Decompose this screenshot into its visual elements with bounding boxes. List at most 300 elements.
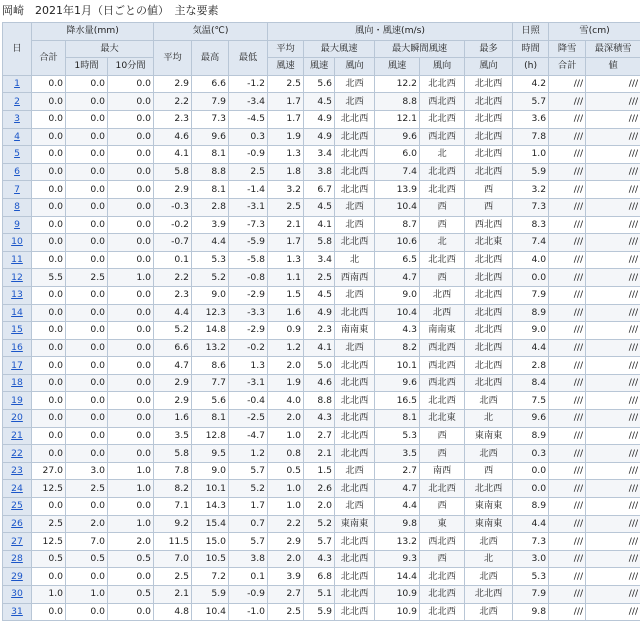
wind-max-speed-cell: 4.1: [304, 339, 335, 357]
temp-min-cell: 0.3: [229, 128, 268, 146]
day-cell: [3, 163, 32, 181]
wind-gust-dir-cell: 北北西: [420, 251, 465, 269]
temp-avg-cell: 3.5: [154, 427, 192, 445]
table-row: [3, 586, 640, 604]
snowfall-cell: ///: [549, 392, 586, 410]
wind-max-speed-cell: 2.6: [304, 480, 335, 498]
snow-depth-cell: ///: [586, 75, 640, 93]
snowfall-cell: ///: [549, 93, 586, 111]
sunshine-cell: 7.5: [513, 392, 549, 410]
precip-total-cell: 0.0: [32, 339, 66, 357]
sunshine-cell: 7.9: [513, 586, 549, 604]
sunshine-cell: 5.9: [513, 163, 549, 181]
wind-gust-dir-cell: 西: [420, 269, 465, 287]
wind-max-speed-cell: 2.7: [304, 427, 335, 445]
header-snowdepth-value: 値: [586, 58, 640, 76]
precip-1h-cell: 7.0: [66, 533, 108, 551]
precip-total-cell: 2.5: [32, 515, 66, 533]
snow-depth-cell: ///: [586, 480, 640, 498]
wind-max-speed-cell: 2.0: [304, 498, 335, 516]
snow-depth-cell: ///: [586, 251, 640, 269]
snow-depth-cell: ///: [586, 198, 640, 216]
precip-1h-cell: 0.0: [66, 75, 108, 93]
wind-avg-cell: 1.8: [268, 163, 304, 181]
snowfall-cell: ///: [549, 251, 586, 269]
snowfall-cell: ///: [549, 181, 586, 199]
day-cell: [3, 322, 32, 340]
precip-1h-cell: 0.0: [66, 339, 108, 357]
temp-avg-cell: 4.7: [154, 357, 192, 375]
day-link[interactable]: 21: [11, 430, 23, 441]
wind-max-dir-cell: 北西: [335, 75, 375, 93]
temp-max-cell: 7.3: [192, 110, 229, 128]
temp-avg-cell: -0.7: [154, 234, 192, 252]
day-link[interactable]: 7: [14, 184, 20, 195]
wind-gust-speed-cell: 10.4: [375, 304, 420, 322]
wind-gust-speed-cell: 9.0: [375, 286, 420, 304]
snow-depth-cell: ///: [586, 515, 640, 533]
wind-max-dir-cell: 北西: [335, 93, 375, 111]
precip-10m-cell: 0.0: [108, 163, 154, 181]
wind-max-dir-cell: 北北西: [335, 357, 375, 375]
wind-avg-cell: 1.0: [268, 480, 304, 498]
temp-min-cell: -0.9: [229, 146, 268, 164]
precip-1h-cell: 0.0: [66, 286, 108, 304]
precip-1h-cell: 0.0: [66, 410, 108, 428]
precip-10m-cell: 0.0: [108, 234, 154, 252]
wind-most-dir-cell: 北北西: [465, 480, 513, 498]
table-row: [3, 251, 640, 269]
precip-10m-cell: 1.0: [108, 269, 154, 287]
wind-most-dir-cell: 北: [465, 550, 513, 568]
wind-max-dir-cell: 東南東: [335, 515, 375, 533]
precip-total-cell: 12.5: [32, 533, 66, 551]
snow-depth-cell: ///: [586, 216, 640, 234]
sunshine-cell: 3.2: [513, 181, 549, 199]
wind-most-dir-cell: 北北西: [465, 339, 513, 357]
day-cell: [3, 515, 32, 533]
sunshine-cell: 8.9: [513, 304, 549, 322]
day-link[interactable]: 24: [11, 483, 23, 494]
day-link[interactable]: 17: [11, 360, 23, 371]
wind-gust-speed-cell: 13.2: [375, 533, 420, 551]
temp-avg-cell: 2.9: [154, 374, 192, 392]
daily-weather-table: [2, 22, 640, 621]
temp-min-cell: -7.3: [229, 216, 268, 234]
precip-total-cell: 27.0: [32, 462, 66, 480]
temp-max-cell: 3.9: [192, 216, 229, 234]
wind-avg-cell: 1.9: [268, 128, 304, 146]
table-row: [3, 110, 640, 128]
day-link[interactable]: 13: [11, 289, 23, 300]
header-wind-max-speed: 風速: [304, 58, 335, 76]
precip-10m-cell: 1.0: [108, 515, 154, 533]
wind-most-dir-cell: 西北西: [465, 216, 513, 234]
precip-10m-cell: 0.0: [108, 603, 154, 621]
wind-gust-dir-cell: 北: [420, 234, 465, 252]
temp-max-cell: 7.2: [192, 568, 229, 586]
precip-1h-cell: 0.0: [66, 427, 108, 445]
snow-depth-cell: ///: [586, 304, 640, 322]
wind-gust-speed-cell: 12.2: [375, 75, 420, 93]
day-link[interactable]: 9: [14, 219, 20, 230]
wind-gust-dir-cell: 南南東: [420, 322, 465, 340]
wind-most-dir-cell: 北北西: [465, 75, 513, 93]
wind-avg-cell: 2.5: [268, 198, 304, 216]
day-link[interactable]: 8: [14, 201, 20, 212]
wind-max-speed-cell: 2.5: [304, 269, 335, 287]
wind-most-dir-cell: 北: [465, 410, 513, 428]
day-cell: [3, 128, 32, 146]
precip-10m-cell: 0.0: [108, 568, 154, 586]
table-row: [3, 322, 640, 340]
header-temp-avg: 平均: [154, 40, 192, 75]
day-cell: [3, 392, 32, 410]
temp-min-cell: -2.9: [229, 286, 268, 304]
precip-10m-cell: 0.0: [108, 146, 154, 164]
temp-min-cell: 1.3: [229, 357, 268, 375]
header-wind-most: 最多: [465, 40, 513, 58]
temp-avg-cell: -0.3: [154, 198, 192, 216]
precip-total-cell: 0.0: [32, 568, 66, 586]
header-wind-max-dir: 風向: [335, 58, 375, 76]
header-wind-most-dir: 風向: [465, 58, 513, 76]
table-row: [3, 374, 640, 392]
wind-max-dir-cell: 北北西: [335, 550, 375, 568]
temp-min-cell: -5.8: [229, 251, 268, 269]
wind-most-dir-cell: 西: [465, 198, 513, 216]
day-link[interactable]: 19: [11, 395, 23, 406]
temp-max-cell: 6.6: [192, 75, 229, 93]
day-link[interactable]: 11: [11, 254, 23, 265]
temp-max-cell: 8.1: [192, 181, 229, 199]
sunshine-cell: 8.3: [513, 216, 549, 234]
temp-max-cell: 14.8: [192, 322, 229, 340]
sunshine-cell: 8.4: [513, 374, 549, 392]
precip-1h-cell: 0.0: [66, 181, 108, 199]
wind-most-dir-cell: 北北西: [465, 146, 513, 164]
wind-gust-speed-cell: 4.3: [375, 322, 420, 340]
temp-min-cell: -1.4: [229, 181, 268, 199]
wind-most-dir-cell: 北北西: [465, 322, 513, 340]
snowfall-cell: ///: [549, 110, 586, 128]
wind-most-dir-cell: 北北西: [465, 93, 513, 111]
table-row: [3, 568, 640, 586]
day-link[interactable]: 31: [11, 606, 23, 617]
wind-gust-dir-cell: 西: [420, 550, 465, 568]
wind-avg-cell: 1.3: [268, 251, 304, 269]
temp-avg-cell: 2.3: [154, 110, 192, 128]
wind-max-speed-cell: 4.5: [304, 198, 335, 216]
header-day: 日: [3, 23, 32, 76]
wind-max-dir-cell: 北西: [335, 198, 375, 216]
precip-10m-cell: 0.0: [108, 392, 154, 410]
wind-avg-cell: 1.1: [268, 269, 304, 287]
day-link[interactable]: 27: [11, 536, 23, 547]
wind-most-dir-cell: 北北西: [465, 286, 513, 304]
table-row: [3, 146, 640, 164]
snowfall-cell: ///: [549, 128, 586, 146]
precip-1h-cell: 0.0: [66, 392, 108, 410]
wind-max-dir-cell: 北北西: [335, 110, 375, 128]
table-row: [3, 234, 640, 252]
snowfall-cell: ///: [549, 286, 586, 304]
temp-min-cell: -3.1: [229, 374, 268, 392]
day-link[interactable]: 26: [11, 518, 23, 529]
wind-max-speed-cell: 4.5: [304, 286, 335, 304]
day-link[interactable]: 20: [11, 412, 23, 423]
day-cell: [3, 498, 32, 516]
temp-avg-cell: 2.2: [154, 93, 192, 111]
header-wind-avg-speed: 風速: [268, 58, 304, 76]
wind-gust-dir-cell: 西北西: [420, 357, 465, 375]
snow-depth-cell: ///: [586, 163, 640, 181]
wind-most-dir-cell: 東南東: [465, 498, 513, 516]
precip-1h-cell: 0.0: [66, 110, 108, 128]
precip-10m-cell: 0.5: [108, 586, 154, 604]
day-link[interactable]: 5: [14, 148, 20, 159]
temp-avg-cell: 2.5: [154, 568, 192, 586]
precip-1h-cell: 1.0: [66, 586, 108, 604]
wind-avg-cell: 2.0: [268, 357, 304, 375]
temp-min-cell: -0.9: [229, 586, 268, 604]
day-link[interactable]: 4: [14, 131, 20, 142]
temp-min-cell: -4.5: [229, 110, 268, 128]
wind-gust-dir-cell: 北北西: [420, 181, 465, 199]
table-row: [3, 128, 640, 146]
header-temp-max: 最高: [192, 40, 229, 75]
temp-avg-cell: 4.4: [154, 304, 192, 322]
precip-10m-cell: 0.0: [108, 181, 154, 199]
snow-depth-cell: ///: [586, 93, 640, 111]
temp-avg-cell: 11.5: [154, 533, 192, 551]
table-row: [3, 181, 640, 199]
day-link[interactable]: 2: [14, 96, 20, 107]
table-row: [3, 269, 640, 287]
precip-total-cell: 0.0: [32, 427, 66, 445]
snowfall-cell: ///: [549, 374, 586, 392]
header-wind-gust-speed: 風速: [375, 58, 420, 76]
wind-gust-speed-cell: 7.4: [375, 163, 420, 181]
day-link[interactable]: 16: [11, 342, 23, 353]
wind-gust-speed-cell: 9.6: [375, 128, 420, 146]
temp-max-cell: 9.5: [192, 445, 229, 463]
wind-gust-speed-cell: 4.7: [375, 480, 420, 498]
precip-total-cell: 0.0: [32, 322, 66, 340]
wind-gust-dir-cell: 北: [420, 146, 465, 164]
wind-gust-speed-cell: 10.9: [375, 603, 420, 621]
temp-avg-cell: 5.8: [154, 445, 192, 463]
sunshine-cell: 0.0: [513, 480, 549, 498]
precip-1h-cell: 2.0: [66, 515, 108, 533]
wind-gust-dir-cell: 北西: [420, 286, 465, 304]
day-link[interactable]: 25: [11, 500, 23, 511]
snow-depth-cell: ///: [586, 110, 640, 128]
temp-avg-cell: 7.0: [154, 550, 192, 568]
precip-10m-cell: 0.0: [108, 128, 154, 146]
snow-depth-cell: ///: [586, 550, 640, 568]
snowfall-cell: ///: [549, 146, 586, 164]
table-row: [3, 216, 640, 234]
precip-total-cell: 0.0: [32, 146, 66, 164]
wind-max-dir-cell: 北北西: [335, 128, 375, 146]
precip-10m-cell: 0.0: [108, 93, 154, 111]
day-cell: [3, 181, 32, 199]
precip-1h-cell: 0.0: [66, 198, 108, 216]
temp-max-cell: 5.3: [192, 251, 229, 269]
snowfall-cell: ///: [549, 269, 586, 287]
snow-depth-cell: ///: [586, 146, 640, 164]
header-precip-10m: 10分間: [108, 58, 154, 76]
sunshine-cell: 4.0: [513, 251, 549, 269]
wind-max-dir-cell: 北北西: [335, 410, 375, 428]
wind-avg-cell: 3.9: [268, 568, 304, 586]
wind-max-dir-cell: 北北西: [335, 181, 375, 199]
precip-1h-cell: 2.5: [66, 480, 108, 498]
snowfall-cell: ///: [549, 410, 586, 428]
temp-max-cell: 8.1: [192, 146, 229, 164]
precip-10m-cell: 1.0: [108, 480, 154, 498]
precip-total-cell: 12.5: [32, 480, 66, 498]
header-sun-unit: (h): [513, 58, 549, 76]
wind-gust-speed-cell: 12.1: [375, 110, 420, 128]
day-cell: [3, 480, 32, 498]
wind-gust-dir-cell: 北北西: [420, 603, 465, 621]
snowfall-cell: ///: [549, 427, 586, 445]
temp-avg-cell: 8.2: [154, 480, 192, 498]
snow-depth-cell: ///: [586, 234, 640, 252]
wind-max-dir-cell: 北西: [335, 286, 375, 304]
temp-min-cell: 5.7: [229, 462, 268, 480]
sunshine-cell: 7.3: [513, 533, 549, 551]
wind-max-speed-cell: 8.8: [304, 392, 335, 410]
precip-10m-cell: 2.0: [108, 533, 154, 551]
day-link[interactable]: 28: [11, 553, 23, 564]
wind-gust-speed-cell: 8.2: [375, 339, 420, 357]
snowfall-cell: ///: [549, 198, 586, 216]
temp-min-cell: -3.3: [229, 304, 268, 322]
wind-avg-cell: 2.5: [268, 75, 304, 93]
header-snowfall-total: 合計: [549, 58, 586, 76]
wind-max-dir-cell: 北北西: [335, 480, 375, 498]
temp-max-cell: 7.9: [192, 93, 229, 111]
wind-avg-cell: 3.2: [268, 181, 304, 199]
day-link[interactable]: 12: [11, 272, 23, 283]
day-link[interactable]: 22: [11, 448, 23, 459]
wind-most-dir-cell: 北西: [465, 445, 513, 463]
day-link[interactable]: 14: [11, 307, 23, 318]
wind-gust-speed-cell: 8.7: [375, 216, 420, 234]
sunshine-cell: 7.3: [513, 198, 549, 216]
table-row: [3, 427, 640, 445]
temp-min-cell: 1.2: [229, 445, 268, 463]
temp-max-cell: 15.0: [192, 533, 229, 551]
precip-1h-cell: 0.0: [66, 374, 108, 392]
day-cell: [3, 146, 32, 164]
wind-max-dir-cell: 北北西: [335, 304, 375, 322]
wind-max-speed-cell: 1.5: [304, 462, 335, 480]
wind-most-dir-cell: 北北西: [465, 110, 513, 128]
wind-avg-cell: 1.5: [268, 286, 304, 304]
day-cell: [3, 304, 32, 322]
day-cell: [3, 286, 32, 304]
wind-max-speed-cell: 5.9: [304, 603, 335, 621]
snowfall-cell: ///: [549, 75, 586, 93]
wind-max-dir-cell: 北北西: [335, 603, 375, 621]
table-header: [3, 23, 640, 76]
snowfall-cell: ///: [549, 445, 586, 463]
temp-min-cell: 3.8: [229, 550, 268, 568]
table-body: [3, 75, 640, 620]
temp-max-cell: 14.3: [192, 498, 229, 516]
wind-max-speed-cell: 2.1: [304, 445, 335, 463]
snowfall-cell: ///: [549, 603, 586, 621]
snow-depth-cell: ///: [586, 392, 640, 410]
precip-10m-cell: 0.0: [108, 410, 154, 428]
precip-10m-cell: 0.0: [108, 445, 154, 463]
wind-avg-cell: 1.9: [268, 374, 304, 392]
day-link[interactable]: 10: [11, 236, 23, 247]
sunshine-cell: 7.4: [513, 234, 549, 252]
wind-max-speed-cell: 4.9: [304, 304, 335, 322]
day-cell: [3, 234, 32, 252]
wind-max-dir-cell: 北北西: [335, 234, 375, 252]
day-link[interactable]: 15: [11, 324, 23, 335]
wind-max-dir-cell: 北北西: [335, 374, 375, 392]
snow-depth-cell: ///: [586, 269, 640, 287]
day-link[interactable]: 18: [11, 377, 23, 388]
precip-10m-cell: 0.0: [108, 75, 154, 93]
day-link[interactable]: 1: [14, 78, 20, 89]
wind-gust-speed-cell: 9.6: [375, 374, 420, 392]
temp-max-cell: 9.6: [192, 128, 229, 146]
day-link[interactable]: 29: [11, 571, 23, 582]
snow-depth-cell: ///: [586, 339, 640, 357]
temp-max-cell: 5.2: [192, 269, 229, 287]
day-link[interactable]: 3: [14, 113, 20, 124]
day-cell: [3, 568, 32, 586]
wind-gust-dir-cell: 北北西: [420, 110, 465, 128]
header-wind-avg: 平均: [268, 40, 304, 58]
wind-gust-speed-cell: 10.1: [375, 357, 420, 375]
temp-max-cell: 2.8: [192, 198, 229, 216]
day-link[interactable]: 6: [14, 166, 20, 177]
temp-avg-cell: 5.2: [154, 322, 192, 340]
wind-gust-speed-cell: 9.8: [375, 515, 420, 533]
precip-total-cell: 0.0: [32, 181, 66, 199]
precip-10m-cell: 0.0: [108, 339, 154, 357]
day-cell: [3, 462, 32, 480]
snow-depth-cell: ///: [586, 322, 640, 340]
temp-min-cell: 1.7: [229, 498, 268, 516]
snow-depth-cell: ///: [586, 427, 640, 445]
wind-most-dir-cell: 北西: [465, 392, 513, 410]
day-cell: [3, 410, 32, 428]
day-link[interactable]: 23: [11, 465, 23, 476]
temp-max-cell: 5.9: [192, 586, 229, 604]
precip-1h-cell: 0.0: [66, 234, 108, 252]
temp-avg-cell: 2.3: [154, 286, 192, 304]
day-link[interactable]: 30: [11, 588, 23, 599]
day-cell: [3, 533, 32, 551]
wind-max-speed-cell: 5.6: [304, 75, 335, 93]
precip-total-cell: 0.0: [32, 374, 66, 392]
precip-1h-cell: 0.0: [66, 568, 108, 586]
wind-max-speed-cell: 3.4: [304, 146, 335, 164]
snowfall-cell: ///: [549, 357, 586, 375]
wind-avg-cell: 1.7: [268, 110, 304, 128]
precip-total-cell: 0.0: [32, 392, 66, 410]
